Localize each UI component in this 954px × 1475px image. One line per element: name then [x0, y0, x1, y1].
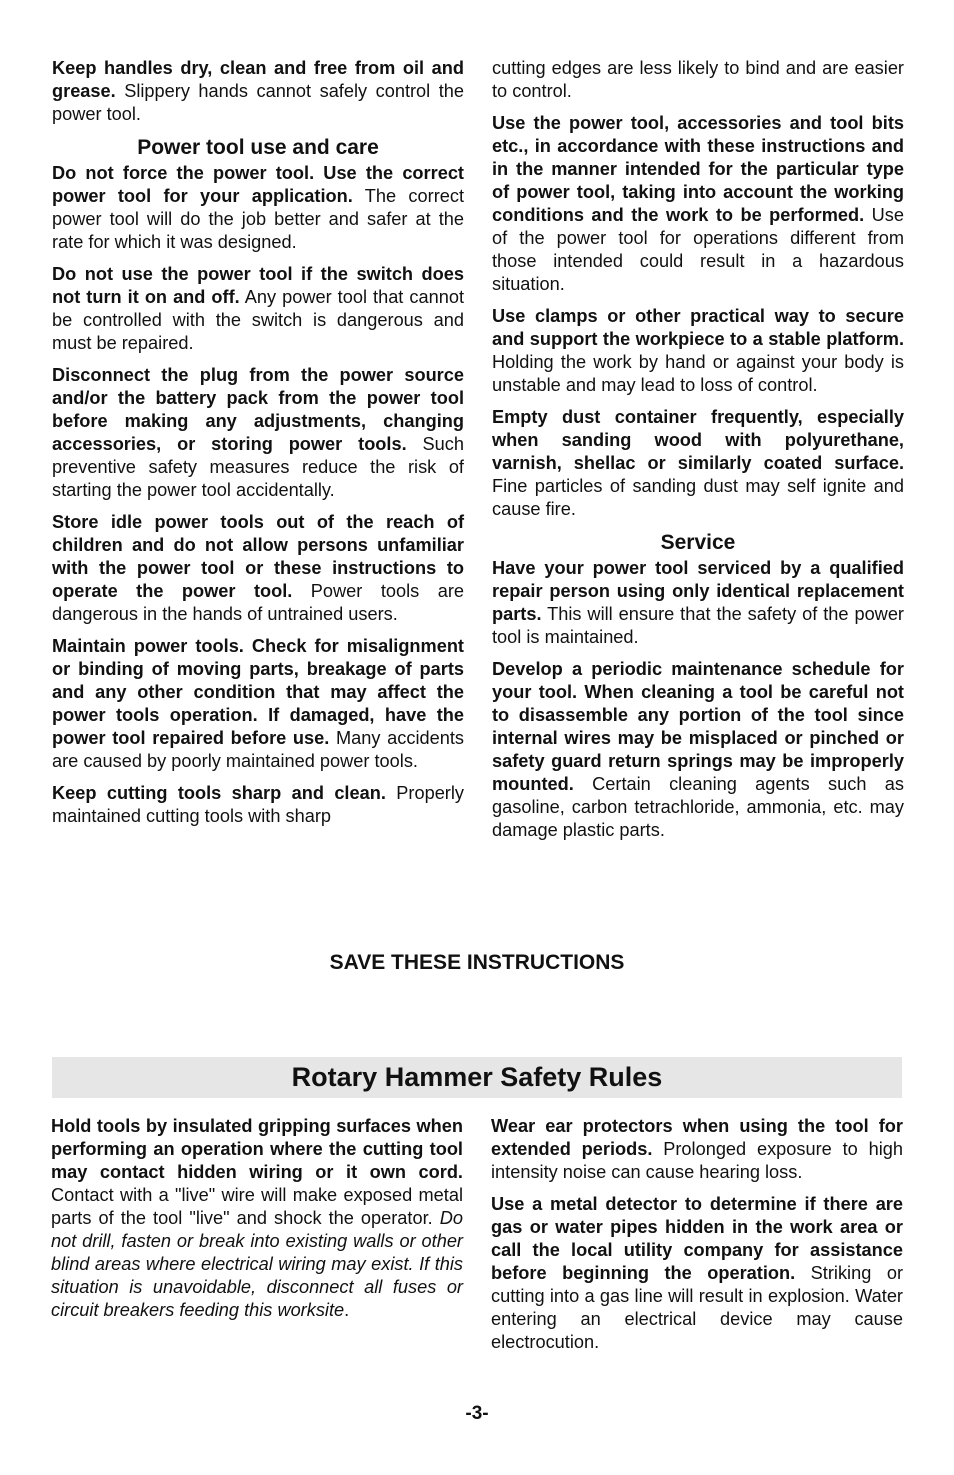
paragraph [492, 305, 904, 397]
page-number: -3- [465, 1403, 489, 1424]
rule-heading: Disconnect the plug from the power source and/or the battery pack from the power tool before making any adjustments, changing accessories, or storing power tools. [52, 365, 464, 454]
rule-text: Use of the power tool for operations different from those intended could result in a hazardous situation. [492, 205, 904, 294]
paragraph [492, 57, 904, 103]
rule-text: cutting edges are less likely to bind and are easier to control. [492, 58, 904, 101]
rule-text-end: . [344, 1300, 350, 1320]
rule-heading: Wear ear protectors when using the tool for extended periods. [491, 1116, 903, 1159]
rule-text: Slippery hands cannot safely control the power tool. [52, 81, 464, 124]
rule-heading: Use the power tool, accessories and tool bits etc., in accordance with these instructions and in the manner intended for the particular type of power tool, taking into account the working conditions and the work to be performed. [492, 113, 904, 225]
rule-heading: Develop a periodic maintenance schedule for your tool. When cleaning a tool be careful not to disassemble any portion of the tool since internal wires may be misplaced or pinched or safety guard return springs may be improperly mounted. [492, 659, 904, 794]
rule-heading: Store idle power tools out of the reach of children and do not allow persons unfamiliar with the power tool or these instructions to operate the power tool. [52, 512, 464, 601]
right-column-bottom [491, 1115, 903, 1363]
left-column-top [52, 57, 464, 837]
section-title-banner: Rotary Hammer Safety Rules [52, 1057, 902, 1098]
paragraph [52, 57, 464, 126]
rule-text: Fine particles of sanding dust may self ignite and cause fire. [492, 476, 904, 519]
rule-text: The correct power tool will do the job better and safer at the rate for which it was designed. [52, 186, 465, 252]
paragraph [52, 635, 464, 773]
paragraph [52, 263, 464, 355]
rule-heading: Use clamps or other practical way to secure and support the workpiece to a stable platform. [492, 306, 904, 349]
paragraph [52, 364, 464, 502]
paragraph [492, 406, 904, 521]
paragraph [492, 557, 904, 649]
rule-text: Striking or cutting into a gas line will result in explosion. Water entering an electrical device may cause electrocution. [491, 1263, 903, 1352]
rule-heading: Do not use the power tool if the switch does not turn it on and off. [52, 264, 464, 307]
paragraph [491, 1193, 903, 1354]
paragraph [491, 1115, 903, 1184]
section-heading-power-tool-use: Power tool use and care [137, 136, 379, 159]
rule-heading: Keep handles dry, clean and free from oil and grease. [52, 58, 464, 101]
rule-text: Contact with a "live" wire will make exposed metal parts of the tool "live" and shock the operator. [51, 1185, 463, 1228]
rule-text: This will ensure that the safety of the power tool is maintained. [492, 604, 904, 647]
left-column-bottom [51, 1115, 463, 1331]
save-instructions-heading: SAVE THESE INSTRUCTIONS [329, 951, 625, 974]
rule-text: Prolonged exposure to high intensity noise can cause hearing loss. [491, 1139, 903, 1182]
paragraph [52, 511, 464, 626]
right-column-top [492, 57, 904, 851]
rule-text: Many accidents are caused by poorly maintained power tools. [52, 728, 464, 771]
rule-heading: Maintain power tools. Check for misalignment or binding of moving parts, breakage of parts and any other condition that may affect the power tools operation. If damaged, have the power tool repaired before use. [52, 636, 464, 748]
rule-heading: Hold tools by insulated gripping surfaces when performing an operation where the cutting tool may contact hidden wiring or it own cord. [51, 1116, 463, 1182]
rule-heading: Have your power tool serviced by a qualified repair person using only identical replacement parts. [492, 558, 904, 624]
rule-text: Properly maintained cutting tools with sharp [52, 783, 465, 826]
rule-text: Any power tool that cannot be controlled with the switch is dangerous and must be repaired. [52, 287, 464, 353]
paragraph [492, 112, 904, 296]
rule-text: Holding the work by hand or against your body is unstable and may lead to loss of control. [492, 352, 904, 395]
rule-heading: Use a metal detector to determine if there are gas or water pipes hidden in the work area or call the local utility company for assistance before beginning the operation. [491, 1194, 903, 1283]
rule-italic-note: Do not drill, fasten or break into existing walls or other blind areas where electrical wiring may exist. If this situation is unavoidable, disconnect all fuses or circuit breakers feeding this worksite [51, 1208, 463, 1320]
rule-heading: Do not force the power tool. Use the correct power tool for your application. [52, 163, 464, 206]
section-heading-service: Service [660, 531, 736, 554]
paragraph [492, 658, 904, 842]
rule-text: Certain cleaning agents such as gasoline, carbon tetrachloride, ammonia, etc. may damage plastic parts. [492, 774, 904, 840]
paragraph [52, 782, 464, 828]
rule-text: Such preventive safety measures reduce the risk of starting the power tool accidentally. [52, 434, 464, 500]
paragraph [51, 1115, 463, 1322]
rule-heading: Keep cutting tools sharp and clean. [52, 783, 386, 803]
rule-text: Power tools are dangerous in the hands of untrained users. [52, 581, 464, 624]
paragraph [52, 162, 464, 254]
rule-heading: Empty dust container frequently, especially when sanding wood with polyurethane, varnish, shellac or similarly coated surface. [492, 407, 904, 473]
